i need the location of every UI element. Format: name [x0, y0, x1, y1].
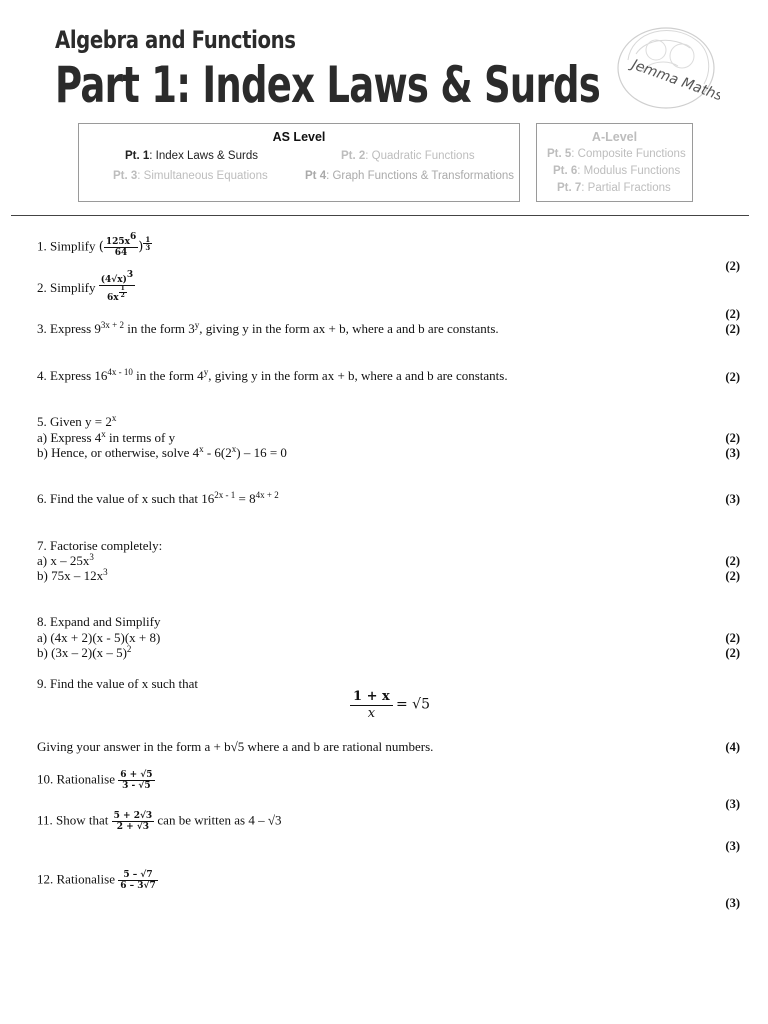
a-item-pt6: Pt. 6: Modulus Functions [553, 165, 681, 177]
as-item-pt2: Pt. 2: Quadratic Functions [341, 150, 475, 162]
q9-answer-form: Giving your answer in the form a + b√5 where a and b are rational numbers. [37, 739, 434, 754]
question-10: 10. Rationalise $\frac{6 + √5}{3 - √5}$ [37, 770, 153, 791]
q2-marks: (2) [725, 307, 740, 321]
question-5a: a) Express 4$^x$ in terms of y [37, 429, 176, 445]
a-level-box [536, 123, 693, 202]
q1-marks: (2) [725, 259, 740, 273]
question-7a: a) x – $25x^3$ [37, 552, 94, 568]
q4-marks: (2) [725, 370, 740, 384]
logo-text: Jemma Maths [629, 56, 720, 105]
as-item-pt4: Pt 4: Graph Functions & Transformations [305, 170, 515, 182]
q3-marks: (2) [725, 322, 740, 336]
q10-fraction: $\frac{6 + √5}{3 - √5}$ [120, 770, 153, 791]
header-divider [11, 215, 749, 216]
q6-marks: (3) [725, 492, 740, 506]
as-level-heading: AS Level [272, 130, 326, 144]
q11-marks: (3) [725, 839, 740, 853]
q12-fraction: $\frac{5 - √7}{6 - 3√7}$ [120, 870, 156, 891]
question-8: 8. Expand and Simplify [37, 614, 161, 629]
q12-marks: (3) [725, 896, 740, 910]
q5b-marks: (3) [725, 446, 740, 460]
question-7: 7. Factorise completely: [37, 538, 163, 553]
question-12: 12. Rationalise $\frac{5 - √7}{6 - 3√7}$ [37, 870, 156, 891]
question-1: 1. Simplify ( $\frac{125x^6}{64}$ ) $^{\frac{1}{3}}$ [37, 232, 151, 259]
q1-fraction: $\frac{125x^6}{64}$ [105, 232, 137, 259]
question-5: 5. Given $y = 2^x$ [37, 413, 117, 429]
q10-marks: (3) [725, 797, 740, 811]
q2-fraction: $(4√x)^3$ 6x $^{\frac{1}{2}}$ [100, 270, 134, 303]
question-8a: a) (4x + 2)(x - 5)(x + 8) [37, 630, 161, 645]
question-8b: b) (3x – 2)(x – 5)$^2$ [37, 644, 132, 660]
question-6: 6. Find the value of x such that $16^{2x - 1} = 8^{4x + 2}$ [37, 490, 279, 506]
q9-equation: $\frac{1 + x}{x}$ = √5 [350, 689, 430, 722]
q8b-marks: (2) [725, 646, 740, 660]
q7a-marks: (2) [725, 554, 740, 568]
question-4: 4. Express $16^{4x - 10}$ in the form 4$^y$, giving y in the form ax + b, where a and b are constants. [37, 367, 508, 383]
logo [612, 20, 720, 116]
as-level-box [78, 123, 520, 202]
q11-fraction: $\frac{5 + 2√3}{2 + √3}$ [113, 811, 153, 832]
question-5b: b) Hence, or otherwise, solve 4$^x$ - 6(2$^x$) – 16 = 0 [37, 444, 287, 460]
question-3: 3. Express $9^{3x + 2}$ in the form 3$^y$, giving y in the form ax + b, where a and b are constants. [37, 320, 499, 336]
subtitle: Algebra and Functions [55, 26, 296, 54]
page-title: Part 1: Index Laws & Surds [55, 56, 601, 114]
a-level-heading: A-Level [591, 130, 638, 144]
logo-icon [612, 20, 720, 116]
as-item-pt1: Pt. 1: Index Laws & Surds [125, 150, 258, 162]
as-item-pt3: Pt. 3: Simultaneous Equations [113, 170, 268, 182]
question-9: 9. Find the value of x such that [37, 676, 199, 691]
a-item-pt7: Pt. 7: Partial Fractions [557, 182, 671, 194]
a-item-pt5: Pt. 5: Composite Functions [547, 148, 686, 160]
q7b-marks: (2) [725, 569, 740, 583]
question-11: 11. Show that $\frac{5 + 2√3}{2 + √3}$ can be written as 4 – √3 [37, 811, 282, 832]
q9-marks: (4) [725, 740, 740, 754]
question-7b: b) $75x - 12x^3$ [37, 567, 108, 583]
q5a-marks: (2) [725, 431, 740, 445]
question-2: 2. Simplify $(4√x)^3$ 6x $^{\frac{1}{2}}$ [37, 270, 134, 303]
q8a-marks: (2) [725, 631, 740, 645]
